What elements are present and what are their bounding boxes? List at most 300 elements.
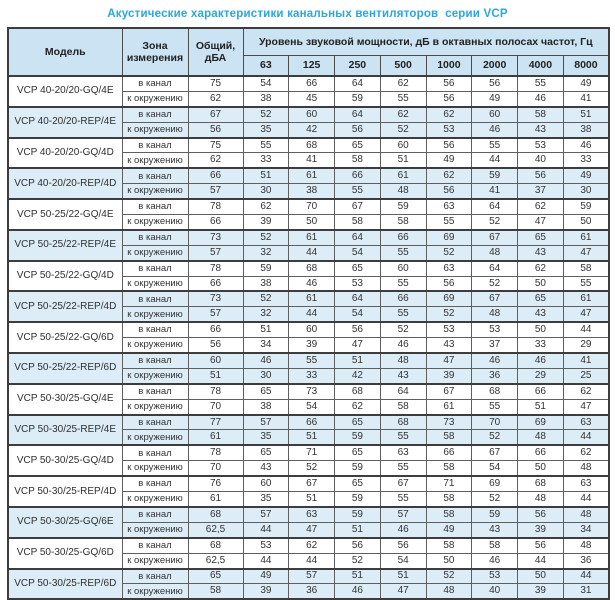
zone-cell: к окружению <box>122 276 188 291</box>
total-dba-cell: 78 <box>188 261 243 276</box>
octave-value-cell: 63 <box>563 476 609 491</box>
octave-value-cell: 44 <box>563 569 609 584</box>
octave-value-cell: 56 <box>518 168 564 183</box>
octave-value-cell: 37 <box>518 184 564 199</box>
octave-value-cell: 43 <box>380 368 426 383</box>
total-dba-cell: 70 <box>188 461 243 476</box>
octave-value-cell: 55 <box>243 138 289 153</box>
octave-value-cell: 66 <box>518 445 564 460</box>
total-dba-cell: 66 <box>188 215 243 230</box>
table-row <box>8 384 609 399</box>
zone-cell: в канал <box>122 384 188 399</box>
octave-value-cell: 39 <box>518 584 564 599</box>
zone-cell: к окружению <box>122 368 188 383</box>
octave-value-cell: 51 <box>289 430 335 445</box>
model-group <box>8 138 609 169</box>
page-title: Акустические характеристики канальных вентиляторов серии VCP <box>107 8 508 20</box>
zone-cell: к окружению <box>122 584 188 599</box>
model-cell: VCP 50-25/22-GQ/4E <box>8 199 122 230</box>
octave-value-cell: 48 <box>563 507 609 522</box>
table-row <box>8 353 609 368</box>
total-dba-cell: 62,5 <box>188 553 243 568</box>
octave-value-cell: 52 <box>380 322 426 337</box>
octave-value-cell: 39 <box>518 522 564 537</box>
octave-value-cell: 55 <box>426 215 472 230</box>
table-row <box>8 322 609 337</box>
octave-value-cell: 54 <box>472 461 518 476</box>
zone-cell: к окружению <box>122 122 188 137</box>
octave-value-cell: 33 <box>289 368 335 383</box>
octave-value-cell: 52 <box>426 307 472 322</box>
total-dba-cell: 62,5 <box>188 522 243 537</box>
octave-value-cell: 60 <box>243 476 289 491</box>
octave-value-cell: 60 <box>472 107 518 122</box>
octave-value-cell: 49 <box>563 76 609 91</box>
octave-value-cell: 47 <box>335 338 381 353</box>
model-group <box>8 476 609 507</box>
octave-value-cell: 32 <box>243 307 289 322</box>
octave-value-cell: 68 <box>289 261 335 276</box>
octave-value-cell: 59 <box>335 492 381 507</box>
octave-value-cell: 59 <box>335 91 381 106</box>
zone-cell: к окружению <box>122 399 188 414</box>
octave-value-cell: 34 <box>243 338 289 353</box>
octave-value-cell: 52 <box>380 122 426 137</box>
model-cell: VCP 50-30/25-GQ/4E <box>8 384 122 415</box>
zone-cell: к окружению <box>122 245 188 260</box>
octave-value-cell: 44 <box>472 153 518 168</box>
octave-value-cell: 46 <box>518 353 564 368</box>
total-dba-cell: 66 <box>188 168 243 183</box>
octave-value-cell: 58 <box>518 107 564 122</box>
octave-value-cell: 63 <box>563 415 609 430</box>
zone-cell: в канал <box>122 138 188 153</box>
header-freq-125: 125 <box>289 56 335 77</box>
total-dba-cell: 76 <box>188 476 243 491</box>
table-row <box>8 538 609 553</box>
zone-cell: в канал <box>122 291 188 306</box>
octave-value-cell: 69 <box>426 291 472 306</box>
octave-value-cell: 66 <box>380 230 426 245</box>
octave-value-cell: 63 <box>289 507 335 522</box>
octave-value-cell: 41 <box>472 184 518 199</box>
octave-value-cell: 48 <box>472 245 518 260</box>
total-dba-cell: 68 <box>188 507 243 522</box>
octave-value-cell: 30 <box>243 184 289 199</box>
zone-cell: в канал <box>122 168 188 183</box>
octave-value-cell: 65 <box>335 476 381 491</box>
total-dba-cell: 66 <box>188 322 243 337</box>
octave-value-cell: 55 <box>289 353 335 368</box>
model-cell: VCP 40-20/20-REP/4D <box>8 168 122 199</box>
octave-value-cell: 59 <box>335 507 381 522</box>
octave-value-cell: 35 <box>243 122 289 137</box>
octave-value-cell: 34 <box>563 522 609 537</box>
octave-value-cell: 65 <box>243 445 289 460</box>
octave-value-cell: 54 <box>335 245 381 260</box>
header-total-dba: Общий, дБА <box>188 28 243 76</box>
octave-value-cell: 43 <box>472 522 518 537</box>
octave-value-cell: 50 <box>518 322 564 337</box>
octave-value-cell: 62 <box>563 445 609 460</box>
octave-value-cell: 52 <box>243 230 289 245</box>
octave-value-cell: 40 <box>518 153 564 168</box>
octave-value-cell: 55 <box>380 245 426 260</box>
octave-value-cell: 69 <box>426 230 472 245</box>
octave-value-cell: 52 <box>472 430 518 445</box>
zone-cell: к окружению <box>122 553 188 568</box>
octave-value-cell: 54 <box>289 399 335 414</box>
octave-value-cell: 71 <box>426 476 472 491</box>
model-cell: VCP 50-30/25-REP/6D <box>8 569 122 600</box>
octave-value-cell: 62 <box>563 384 609 399</box>
model-group <box>8 291 609 322</box>
octave-value-cell: 50 <box>426 553 472 568</box>
octave-value-cell: 67 <box>472 230 518 245</box>
model-cell: VCP 50-25/22-REP/6D <box>8 353 122 384</box>
total-dba-cell: 78 <box>188 199 243 214</box>
octave-value-cell: 61 <box>289 230 335 245</box>
octave-value-cell: 52 <box>426 245 472 260</box>
model-cell: VCP 50-25/22-REP/4E <box>8 230 122 261</box>
octave-value-cell: 48 <box>563 461 609 476</box>
octave-value-cell: 58 <box>380 399 426 414</box>
octave-value-cell: 65 <box>335 445 381 460</box>
octave-value-cell: 70 <box>472 415 518 430</box>
octave-value-cell: 42 <box>289 122 335 137</box>
octave-value-cell: 62 <box>426 107 472 122</box>
octave-value-cell: 47 <box>563 307 609 322</box>
octave-value-cell: 55 <box>563 276 609 291</box>
acoustic-characteristics-table <box>7 27 610 600</box>
total-dba-cell: 73 <box>188 291 243 306</box>
total-dba-cell: 70 <box>188 399 243 414</box>
octave-value-cell: 43 <box>518 307 564 322</box>
model-group <box>8 445 609 476</box>
octave-value-cell: 63 <box>380 445 426 460</box>
total-dba-cell: 57 <box>188 307 243 322</box>
model-group <box>8 199 609 230</box>
octave-value-cell: 36 <box>472 368 518 383</box>
octave-value-cell: 70 <box>289 199 335 214</box>
octave-value-cell: 43 <box>243 461 289 476</box>
octave-value-cell: 49 <box>472 91 518 106</box>
octave-value-cell: 48 <box>426 584 472 599</box>
octave-value-cell: 61 <box>563 291 609 306</box>
octave-value-cell: 56 <box>426 138 472 153</box>
octave-value-cell: 68 <box>335 384 381 399</box>
octave-value-cell: 44 <box>563 322 609 337</box>
octave-value-cell: 55 <box>518 76 564 91</box>
octave-value-cell: 38 <box>243 91 289 106</box>
octave-value-cell: 38 <box>289 184 335 199</box>
octave-value-cell: 57 <box>243 415 289 430</box>
zone-cell: в канал <box>122 507 188 522</box>
total-dba-cell: 73 <box>188 230 243 245</box>
octave-value-cell: 47 <box>563 399 609 414</box>
zone-cell: в канал <box>122 353 188 368</box>
octave-value-cell: 58 <box>335 153 381 168</box>
octave-value-cell: 68 <box>472 384 518 399</box>
octave-value-cell: 37 <box>472 338 518 353</box>
octave-value-cell: 60 <box>380 138 426 153</box>
octave-value-cell: 57 <box>289 569 335 584</box>
octave-value-cell: 58 <box>472 538 518 553</box>
octave-value-cell: 63 <box>426 261 472 276</box>
table-row <box>8 230 609 245</box>
octave-value-cell: 64 <box>472 261 518 276</box>
octave-value-cell: 65 <box>335 261 381 276</box>
octave-value-cell: 67 <box>289 476 335 491</box>
zone-cell: в канал <box>122 199 188 214</box>
octave-value-cell: 60 <box>289 322 335 337</box>
header-model: Модель <box>8 28 122 76</box>
octave-value-cell: 56 <box>426 91 472 106</box>
octave-value-cell: 67 <box>380 476 426 491</box>
octave-value-cell: 53 <box>243 538 289 553</box>
octave-value-cell: 44 <box>518 553 564 568</box>
octave-value-cell: 54 <box>335 307 381 322</box>
octave-value-cell: 56 <box>472 76 518 91</box>
octave-value-cell: 43 <box>426 338 472 353</box>
octave-value-cell: 52 <box>243 291 289 306</box>
octave-value-cell: 59 <box>335 461 381 476</box>
octave-value-cell: 41 <box>289 153 335 168</box>
octave-value-cell: 50 <box>289 215 335 230</box>
octave-value-cell: 51 <box>243 168 289 183</box>
octave-value-cell: 63 <box>426 199 472 214</box>
octave-value-cell: 66 <box>426 445 472 460</box>
total-dba-cell: 78 <box>188 445 243 460</box>
octave-value-cell: 52 <box>426 569 472 584</box>
total-dba-cell: 56 <box>188 338 243 353</box>
octave-value-cell: 51 <box>563 107 609 122</box>
octave-value-cell: 59 <box>563 199 609 214</box>
zone-cell: к окружению <box>122 307 188 322</box>
octave-value-cell: 55 <box>380 91 426 106</box>
octave-value-cell: 51 <box>335 569 381 584</box>
octave-value-cell: 56 <box>426 184 472 199</box>
octave-value-cell: 48 <box>380 184 426 199</box>
total-dba-cell: 68 <box>188 538 243 553</box>
table-row <box>8 476 609 491</box>
model-cell: VCP 50-30/25-GQ/6D <box>8 538 122 569</box>
octave-value-cell: 29 <box>518 368 564 383</box>
octave-value-cell: 50 <box>518 461 564 476</box>
octave-value-cell: 58 <box>426 538 472 553</box>
header-row-top <box>8 28 609 56</box>
octave-value-cell: 66 <box>289 76 335 91</box>
header-freq-8000: 8000 <box>563 56 609 77</box>
model-cell: VCP 40-20/20-GQ/4E <box>8 76 122 107</box>
octave-value-cell: 56 <box>335 122 381 137</box>
octave-value-cell: 49 <box>243 569 289 584</box>
octave-value-cell: 51 <box>335 522 381 537</box>
header-zone: Зона измерения <box>122 28 188 76</box>
octave-value-cell: 46 <box>518 91 564 106</box>
octave-value-cell: 51 <box>380 153 426 168</box>
octave-value-cell: 50 <box>518 569 564 584</box>
octave-value-cell: 52 <box>289 461 335 476</box>
zone-cell: к окружению <box>122 430 188 445</box>
octave-value-cell: 40 <box>472 584 518 599</box>
octave-value-cell: 46 <box>380 522 426 537</box>
octave-value-cell: 56 <box>518 507 564 522</box>
octave-value-cell: 56 <box>518 538 564 553</box>
octave-value-cell: 29 <box>563 338 609 353</box>
octave-value-cell: 67 <box>472 291 518 306</box>
octave-value-cell: 46 <box>289 276 335 291</box>
zone-cell: в канал <box>122 261 188 276</box>
model-group <box>8 230 609 261</box>
octave-value-cell: 50 <box>518 276 564 291</box>
octave-value-cell: 46 <box>472 122 518 137</box>
total-dba-cell: 66 <box>188 276 243 291</box>
octave-value-cell: 43 <box>518 122 564 137</box>
model-group <box>8 76 609 107</box>
zone-cell: к окружению <box>122 461 188 476</box>
octave-value-cell: 49 <box>563 168 609 183</box>
octave-value-cell: 66 <box>518 384 564 399</box>
header-freq-500: 500 <box>380 56 426 77</box>
octave-value-cell: 57 <box>243 507 289 522</box>
octave-value-cell: 73 <box>289 384 335 399</box>
octave-value-cell: 52 <box>243 107 289 122</box>
octave-value-cell: 65 <box>335 138 381 153</box>
total-dba-cell: 56 <box>188 122 243 137</box>
octave-value-cell: 53 <box>335 276 381 291</box>
octave-value-cell: 64 <box>335 76 381 91</box>
octave-value-cell: 52 <box>472 492 518 507</box>
octave-value-cell: 51 <box>335 353 381 368</box>
octave-value-cell: 58 <box>426 461 472 476</box>
octave-value-cell: 50 <box>563 215 609 230</box>
octave-value-cell: 38 <box>563 122 609 137</box>
octave-value-cell: 45 <box>289 91 335 106</box>
octave-value-cell: 69 <box>518 415 564 430</box>
total-dba-cell: 57 <box>188 245 243 260</box>
octave-value-cell: 33 <box>243 153 289 168</box>
octave-value-cell: 62 <box>426 168 472 183</box>
octave-value-cell: 59 <box>335 430 381 445</box>
octave-value-cell: 47 <box>380 584 426 599</box>
table-row <box>8 445 609 460</box>
octave-value-cell: 59 <box>243 261 289 276</box>
octave-value-cell: 71 <box>289 445 335 460</box>
octave-value-cell: 52 <box>472 215 518 230</box>
octave-value-cell: 68 <box>380 415 426 430</box>
octave-value-cell: 44 <box>289 245 335 260</box>
octave-value-cell: 64 <box>335 230 381 245</box>
octave-value-cell: 58 <box>335 215 381 230</box>
header-freq-63: 63 <box>243 56 289 77</box>
octave-value-cell: 54 <box>243 76 289 91</box>
octave-value-cell: 58 <box>426 492 472 507</box>
octave-value-cell: 61 <box>426 399 472 414</box>
octave-value-cell: 35 <box>243 430 289 445</box>
octave-value-cell: 55 <box>380 276 426 291</box>
zone-cell: к окружению <box>122 215 188 230</box>
header-octave-bands: Уровень звуковой мощности, дБ в октавных полосах частот, Гц <box>243 28 609 56</box>
octave-value-cell: 44 <box>243 553 289 568</box>
zone-cell: в канал <box>122 322 188 337</box>
model-group <box>8 569 609 600</box>
octave-value-cell: 56 <box>335 322 381 337</box>
octave-value-cell: 61 <box>289 291 335 306</box>
octave-value-cell: 48 <box>472 307 518 322</box>
octave-value-cell: 67 <box>335 199 381 214</box>
octave-value-cell: 51 <box>243 322 289 337</box>
octave-value-cell: 44 <box>289 553 335 568</box>
total-dba-cell: 51 <box>188 368 243 383</box>
octave-value-cell: 56 <box>335 538 381 553</box>
octave-value-cell: 56 <box>380 538 426 553</box>
octave-value-cell: 68 <box>518 476 564 491</box>
octave-value-cell: 39 <box>289 338 335 353</box>
octave-value-cell: 46 <box>243 353 289 368</box>
octave-value-cell: 42 <box>335 368 381 383</box>
octave-value-cell: 53 <box>426 322 472 337</box>
octave-value-cell: 46 <box>563 138 609 153</box>
octave-value-cell: 46 <box>472 553 518 568</box>
octave-value-cell: 66 <box>289 415 335 430</box>
zone-cell: к окружению <box>122 492 188 507</box>
total-dba-cell: 57 <box>188 184 243 199</box>
octave-value-cell: 41 <box>563 91 609 106</box>
octave-value-cell: 55 <box>335 184 381 199</box>
octave-value-cell: 56 <box>426 276 472 291</box>
model-cell: VCP 50-30/25-REP/4E <box>8 415 122 446</box>
model-group <box>8 261 609 292</box>
octave-value-cell: 44 <box>563 430 609 445</box>
octave-value-cell: 36 <box>563 553 609 568</box>
octave-value-cell: 49 <box>426 153 472 168</box>
table-row <box>8 415 609 430</box>
model-group <box>8 107 609 138</box>
octave-value-cell: 65 <box>518 291 564 306</box>
octave-value-cell: 30 <box>563 184 609 199</box>
octave-value-cell: 30 <box>243 368 289 383</box>
table-row <box>8 76 609 91</box>
octave-value-cell: 58 <box>563 261 609 276</box>
octave-value-cell: 46 <box>380 338 426 353</box>
octave-value-cell: 25 <box>563 368 609 383</box>
octave-value-cell: 60 <box>380 261 426 276</box>
zone-cell: к окружению <box>122 91 188 106</box>
octave-value-cell: 59 <box>472 168 518 183</box>
octave-value-cell: 38 <box>243 399 289 414</box>
model-cell: VCP 50-30/25-REP/4D <box>8 476 122 507</box>
table-row <box>8 199 609 214</box>
table-row <box>8 507 609 522</box>
octave-value-cell: 58 <box>426 430 472 445</box>
octave-value-cell: 53 <box>426 122 472 137</box>
zone-cell: в канал <box>122 76 188 91</box>
octave-value-cell: 61 <box>563 230 609 245</box>
zone-cell: к окружению <box>122 153 188 168</box>
zone-cell: в канал <box>122 415 188 430</box>
total-dba-cell: 58 <box>188 584 243 599</box>
octave-value-cell: 48 <box>518 430 564 445</box>
octave-value-cell: 64 <box>335 107 381 122</box>
octave-value-cell: 36 <box>289 584 335 599</box>
header-freq-1000: 1000 <box>426 56 472 77</box>
zone-cell: в канал <box>122 538 188 553</box>
octave-value-cell: 66 <box>380 291 426 306</box>
octave-value-cell: 60 <box>289 107 335 122</box>
octave-value-cell: 62 <box>243 199 289 214</box>
octave-value-cell: 65 <box>518 230 564 245</box>
